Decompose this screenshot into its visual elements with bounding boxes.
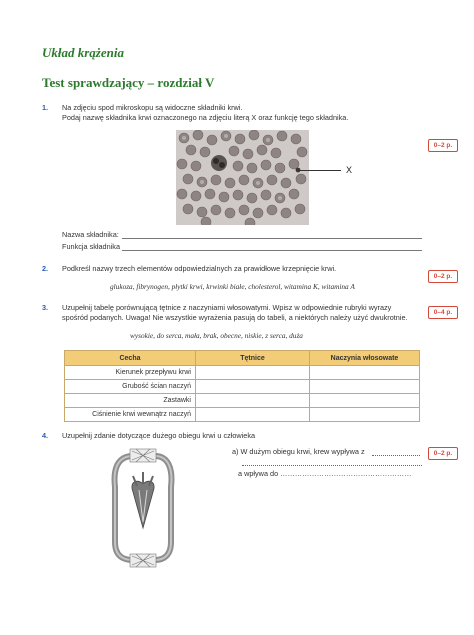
answer-a-from-continued[interactable] bbox=[242, 465, 422, 466]
circulation-diagram bbox=[103, 442, 183, 572]
table-row-label: Grubość ścian naczyń bbox=[65, 380, 196, 394]
points-badge-q2: 0–2 p. bbox=[428, 270, 458, 283]
table-header: Naczynia włosowate bbox=[310, 351, 420, 366]
question-3-line1: Uzupełnij tabelę porównującą tętnice z naczyniami włosowatymi. Wpisz w odpowiednie rubryki wyrazy bbox=[62, 303, 392, 312]
section-title: Układ krążenia bbox=[42, 45, 124, 60]
table-row-label: Ciśnienie krwi wewnątrz naczyń bbox=[65, 408, 196, 422]
name-label: Nazwa składnika: bbox=[62, 230, 119, 239]
table-cell-input[interactable] bbox=[310, 394, 420, 408]
points-badge-q1: 0–2 p. bbox=[428, 139, 458, 152]
table-cell-input[interactable] bbox=[196, 394, 310, 408]
blood-cells-image bbox=[176, 130, 309, 225]
points-badge-q4: 0–2 p. bbox=[428, 447, 458, 460]
test-title: Test sprawdzający – rozdział V bbox=[42, 75, 215, 90]
question-1-line2: Podaj nazwę składnika krwi oznaczonego na zdjęciu literą X oraz funkcję tego składnika. bbox=[62, 113, 349, 122]
table-cell-input[interactable] bbox=[196, 366, 310, 380]
question-1-number: 1. bbox=[42, 103, 49, 112]
table-row bbox=[65, 408, 420, 422]
question-4-number: 4. bbox=[42, 431, 49, 440]
table-row-label: Kierunek przepływu krwi bbox=[65, 366, 196, 380]
table-cell-input[interactable] bbox=[310, 380, 420, 394]
sentence-b: a wpływa do ……………………………………………… bbox=[238, 469, 412, 478]
table-row bbox=[65, 380, 420, 394]
table-header: Cecha bbox=[65, 351, 196, 366]
marker-x: X bbox=[346, 165, 353, 175]
function-label: Funkcja składnika bbox=[62, 242, 120, 251]
question-4-text: Uzupełnij zdanie dotyczące dużego obiegu krwi u człowieka bbox=[62, 431, 256, 440]
table-cell-input[interactable] bbox=[310, 408, 420, 422]
table-header-row bbox=[65, 351, 420, 366]
points-badge-q3: 0–4 p. bbox=[428, 306, 458, 319]
table-cell-input[interactable] bbox=[196, 408, 310, 422]
question-2-text: Podkreśl nazwy trzech elementów odpowiedzialnych za prawidłowe krzepnięcie krwi. bbox=[62, 264, 337, 273]
question-1 bbox=[42, 103, 48, 113]
table-cell-input[interactable] bbox=[196, 380, 310, 394]
comparison-table bbox=[64, 350, 420, 422]
table-row bbox=[65, 394, 420, 408]
circulation-diagram-image bbox=[103, 442, 183, 572]
question-3-line2: spośród podanych. Uwaga! Nie wszystkie wyrażenia pasują do tabeli, a niektórych należy użyć dwukrotnie. bbox=[62, 313, 408, 322]
sentence-a: a) W dużym obiegu krwi, krew wypływa z bbox=[232, 447, 365, 456]
table-row bbox=[65, 366, 420, 380]
question-3-number: 3. bbox=[42, 303, 49, 312]
name-answer-line[interactable] bbox=[122, 238, 422, 239]
question-1-line1: Na zdjęciu spod mikroskopu są widoczne składniki krwi. bbox=[62, 103, 243, 112]
pointer-line bbox=[299, 170, 341, 171]
table-cell-input[interactable] bbox=[310, 366, 420, 380]
table-header: Tętnice bbox=[196, 351, 310, 366]
q3-options: wysokie, do serca, mała, brak, obecne, niskie, z serca, duża bbox=[130, 331, 303, 340]
answer-a-from[interactable] bbox=[372, 455, 420, 456]
function-answer-line[interactable] bbox=[122, 250, 422, 251]
q2-options: glukoza, fibrynogen, płytki krwi, krwinki białe, cholesterol, witamina K, witamina A bbox=[110, 282, 355, 291]
question-2-number: 2. bbox=[42, 264, 49, 273]
table-row-label: Zastawki bbox=[65, 394, 196, 408]
microscope-photo bbox=[176, 130, 309, 225]
